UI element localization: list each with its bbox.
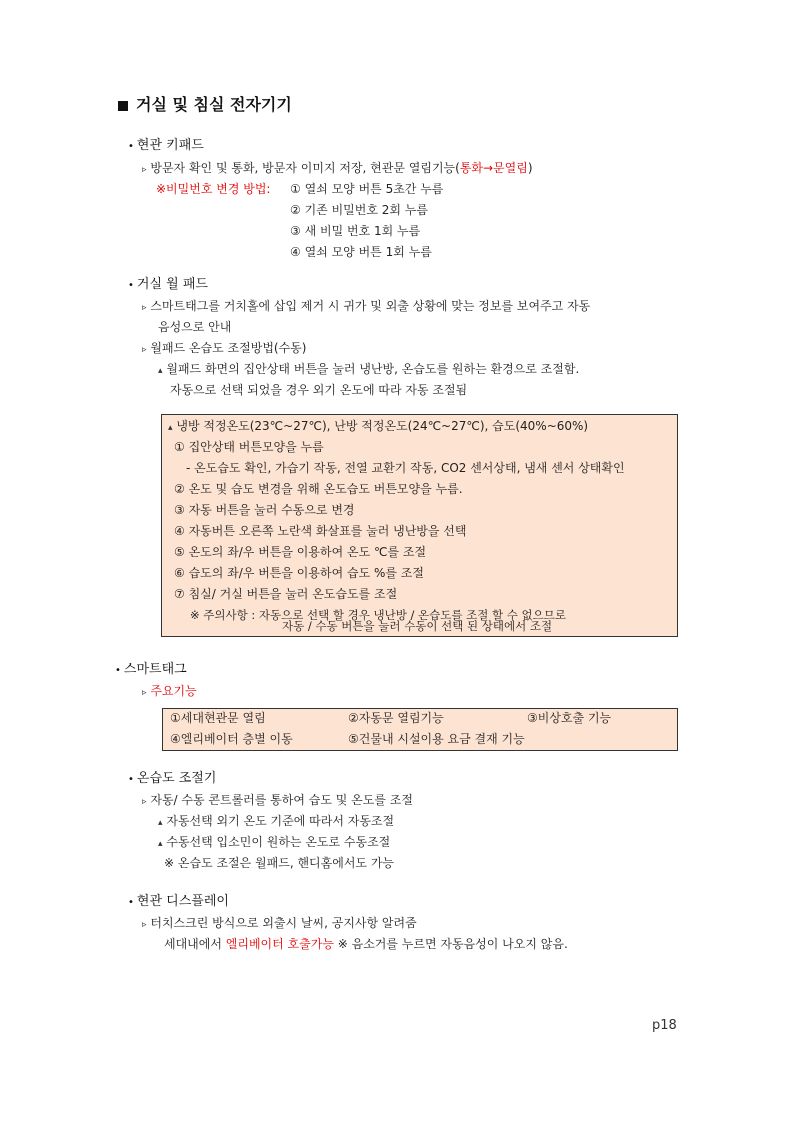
- triangle-bullet-icon: ▹: [142, 165, 147, 175]
- small-triangle-icon: ▴: [158, 366, 163, 376]
- display-heading: • 현관 디스플레이: [128, 894, 229, 909]
- thermo-heading: • 온습도 조절기: [128, 771, 217, 786]
- keypad-heading: • 현관 키패드: [128, 138, 204, 153]
- box-step-7: ⑦ 침실/ 거실 버튼을 눌러 온도습도를 조절: [174, 587, 398, 601]
- thermo-sub-2: ▴ 수동선택 입소민이 원하는 온도로 수동조절: [158, 835, 391, 849]
- box-header: ▴ 냉방 적정온도(23℃~27℃), 난방 적정온도(24℃~27℃), 습도(40%~60%): [168, 419, 589, 433]
- box-step-5: ⑤ 온도의 좌/우 버튼을 이용하여 온도 ℃를 조절: [174, 545, 427, 559]
- wallpad-sub-1-cont: 자동으로 선택 되었을 경우 외기 온도에 따라 자동 조절됨: [170, 383, 468, 397]
- feature-2: ②자동문 열림기능: [348, 711, 444, 725]
- triangle-bullet-icon: ▹: [142, 688, 147, 698]
- box-step-2: ② 온도 및 습도 변경을 위해 온도습도 버튼모양을 누름.: [174, 482, 463, 496]
- thermo-note: ※ 온습도 조절은 월패드, 핸디홈에서도 가능: [164, 856, 395, 870]
- keypad-item-1: ▹ 방문자 확인 및 통화, 방문자 이미지 저장, 현관문 열림기능(통화→문열림): [142, 161, 533, 175]
- wallpad-item-1: ▹ 스마트태그를 거치홀에 삽입 제거 시 귀가 및 외출 상황에 맞는 정보를 보여주고 자동: [142, 299, 591, 313]
- box-note-1: ※ 주의사항 : 자동으로 선택 할 경우 냉난방 / 온습도를 조절 할 수 없으므로: [190, 608, 566, 622]
- box-step-4: ④ 자동버튼 오른쪽 노란색 화살표를 눌러 냉난방을 선택: [174, 524, 467, 538]
- box-note-2: 자동 / 수동 버튼을 눌러 수동이 선택 된 상태에서 조절: [282, 619, 553, 633]
- feature-5: ⑤건물내 시설이용 요금 결재 기능: [348, 732, 525, 746]
- triangle-bullet-icon: ▹: [142, 920, 147, 930]
- bullet-dot-icon: •: [128, 141, 134, 152]
- wallpad-item-1-cont: 음성으로 안내: [158, 320, 232, 334]
- square-bullet-icon: [118, 101, 128, 111]
- box-step-3: ③ 자동 버튼을 눌러 수동으로 변경: [174, 503, 355, 517]
- wallpad-sub-1: ▴ 월패드 화면의 집안상태 버튼을 눌러 냉난방, 온습도를 원하는 환경으로 조절함.: [158, 362, 580, 376]
- small-triangle-icon: ▴: [158, 818, 163, 828]
- thermo-item-1: ▹ 자동/ 수동 콘트롤러를 통하여 습도 및 온도를 조절: [142, 793, 413, 807]
- triangle-bullet-icon: ▹: [142, 345, 147, 355]
- triangle-bullet-icon: ▹: [142, 303, 147, 313]
- bullet-dot-icon: •: [128, 280, 134, 291]
- smarttag-main-features: ▹ 주요기능: [142, 684, 197, 698]
- bullet-dot-icon: •: [115, 665, 121, 676]
- wallpad-item-2: ▹ 월패드 온습도 조절방법(수동): [142, 341, 307, 355]
- feature-1: ①세대현관문 열림: [170, 711, 266, 725]
- box-step-1: ① 집안상태 버튼모양을 누름: [174, 440, 324, 454]
- box-step-6: ⑥ 습도의 좌/우 버튼을 이용하여 습도 %를 조절: [174, 566, 424, 580]
- small-triangle-icon: ▴: [158, 839, 163, 849]
- bullet-dot-icon: •: [128, 774, 134, 785]
- feature-3: ③비상호출 기능: [527, 711, 612, 725]
- wallpad-heading: • 거실 월 패드: [128, 277, 208, 292]
- password-step-4: ④ 열쇠 모양 버튼 1회 누름: [290, 245, 432, 259]
- thermo-sub-1: ▴ 자동선택 외기 온도 기준에 따라서 자동조절: [158, 814, 395, 828]
- section-title: 거실 및 침실 전자기기: [118, 96, 292, 114]
- password-step-1: ① 열쇠 모양 버튼 5초간 누름: [290, 182, 444, 196]
- feature-4: ④엘리베이터 층별 이동: [170, 732, 293, 746]
- password-step-3: ③ 새 비밀 번호 1회 누름: [290, 224, 421, 238]
- smarttag-heading: • 스마트태그: [115, 662, 187, 677]
- display-item-2: 세대내에서 엘리베이터 호출가능 ※ 음소거를 누르면 자동음성이 나오지 않음.: [164, 937, 568, 951]
- password-change-label: ※비밀번호 변경 방법:: [156, 182, 271, 196]
- bullet-dot-icon: •: [128, 897, 134, 908]
- box-step-1-sub: - 온도습도 확인, 가습기 작동, 전열 교환기 작동, CO2 센서상태, 냄새 센서 상태확인: [186, 461, 625, 475]
- small-triangle-icon: ▴: [168, 423, 173, 433]
- password-step-2: ② 기존 비밀번호 2회 누름: [290, 203, 428, 217]
- page-number: p18: [652, 1018, 677, 1033]
- triangle-bullet-icon: ▹: [142, 797, 147, 807]
- display-item-1: ▹ 터치스크린 방식으로 외출시 날씨, 공지사항 알려줌: [142, 916, 417, 930]
